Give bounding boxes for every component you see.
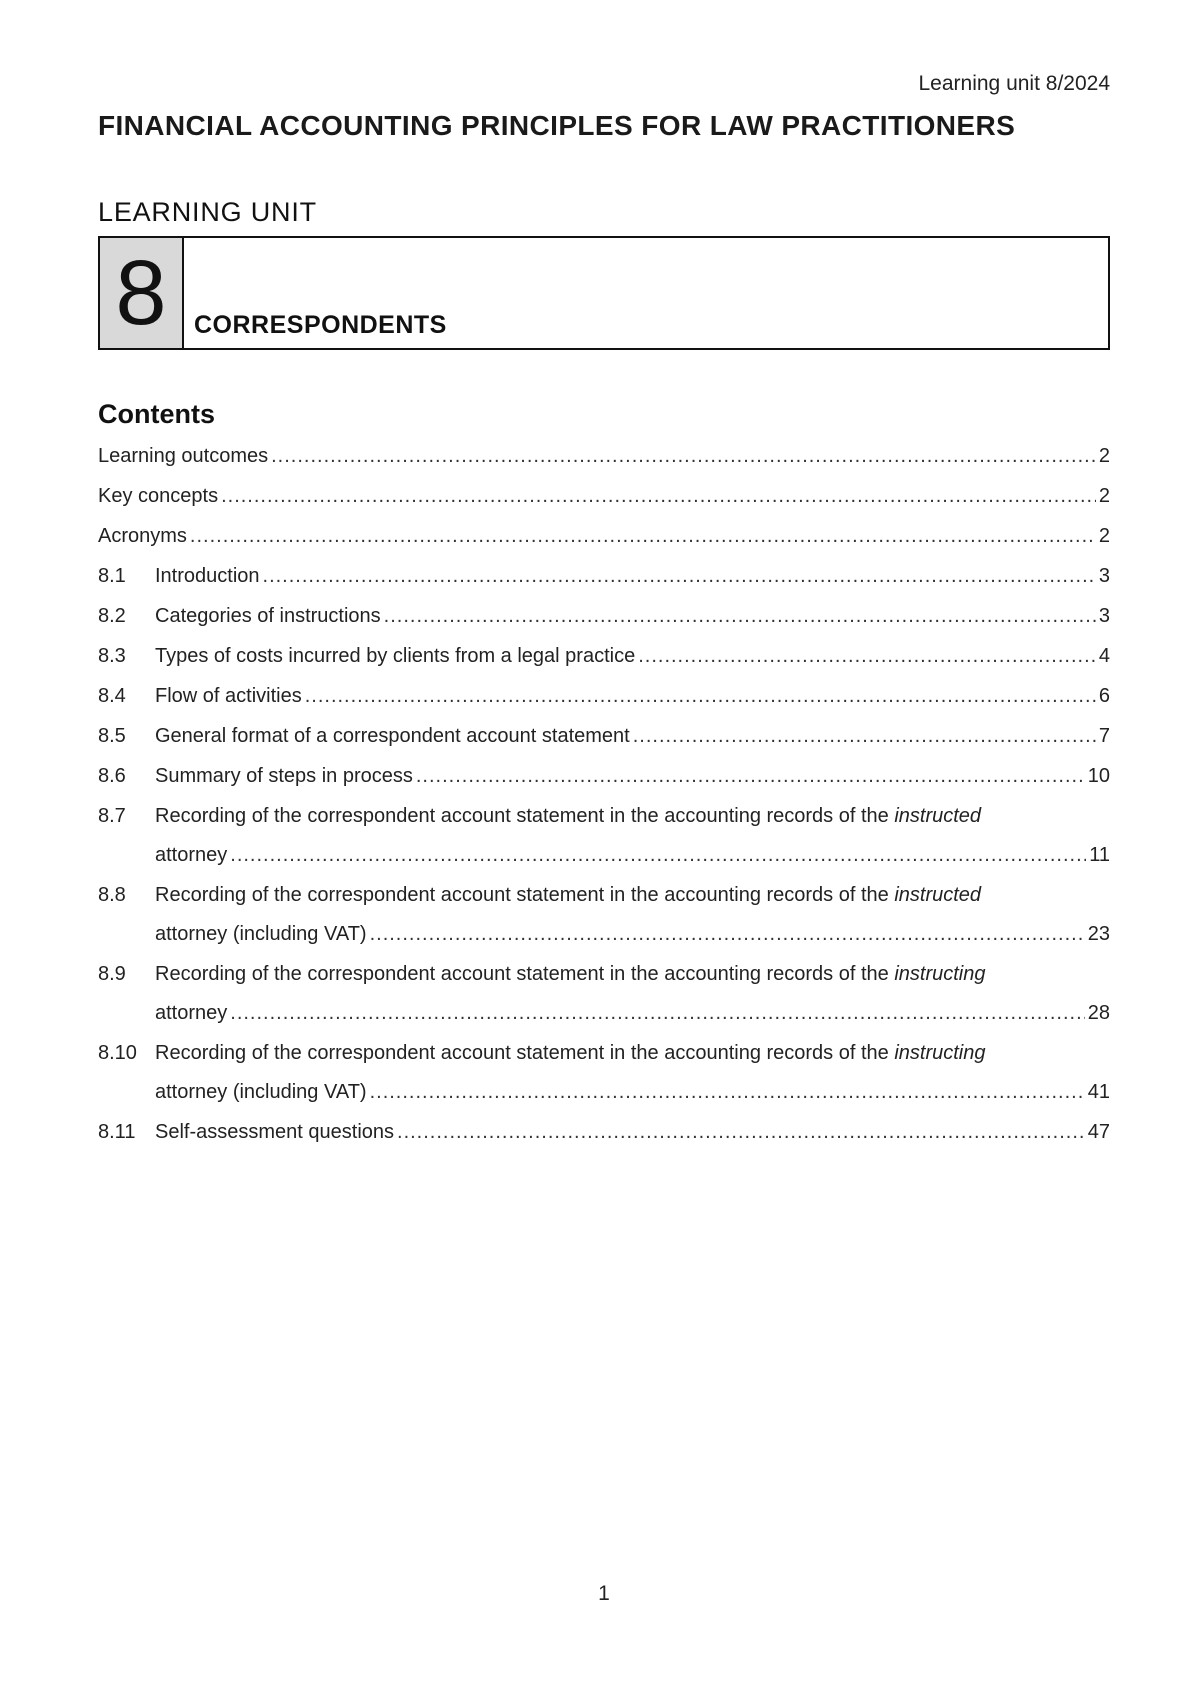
- toc-entry-text: Recording of the correspondent account statement in the accounting records of the: [155, 884, 895, 906]
- toc-line: [155, 642, 1110, 670]
- toc-page-number: 7: [1098, 725, 1110, 747]
- course-title: FINANCIAL ACCOUNTING PRINCIPLES FOR LAW PRACTITIONERS: [98, 110, 1016, 141]
- toc-dot-leader: [221, 482, 1096, 510]
- toc-entry-body: [155, 802, 1110, 869]
- toc-entry-title: [155, 682, 302, 710]
- toc-page-number: 2: [1098, 525, 1110, 547]
- toc-entry-title: [155, 960, 986, 988]
- toc-page-number: 3: [1098, 565, 1110, 587]
- toc-entry-text: Categories of instructions: [155, 605, 381, 627]
- toc-entry-body: [155, 722, 1110, 750]
- toc-entry-text: Acronyms: [98, 525, 187, 547]
- toc-entry-text: Key concepts: [98, 485, 219, 507]
- toc-dot-leader: [271, 442, 1096, 470]
- toc-entry-text: Introduction: [155, 565, 260, 587]
- toc-entry-body: [155, 960, 1110, 1027]
- toc-dot-leader: [263, 562, 1096, 590]
- toc-entry-title: [98, 522, 187, 550]
- toc-line: [98, 522, 1110, 550]
- toc-entry-title: [155, 722, 630, 750]
- toc-entry-title: [155, 802, 981, 830]
- toc-line: [155, 762, 1110, 790]
- toc-dot-leader: [305, 682, 1096, 710]
- toc-entry[interactable]: [98, 1039, 1110, 1106]
- toc-entry-title: [155, 1078, 367, 1106]
- toc-entry-text: Self-assessment questions: [155, 1121, 395, 1143]
- toc-page-number: 4: [1098, 645, 1110, 667]
- toc-dot-leader: [370, 1078, 1085, 1106]
- toc-entry[interactable]: [98, 562, 1110, 590]
- toc-entry[interactable]: [98, 642, 1110, 670]
- toc-entry[interactable]: [98, 881, 1110, 948]
- toc-entry-body: [155, 602, 1110, 630]
- toc-section-number: 8.7: [98, 805, 126, 827]
- toc-entry[interactable]: [98, 960, 1110, 1027]
- toc-entry-text: attorney (including VAT): [155, 1081, 367, 1103]
- toc-entry-emphasis: instructed: [894, 884, 982, 906]
- toc-page-number: 2: [1098, 485, 1110, 507]
- toc-entry-text: Recording of the correspondent account statement in the accounting records of the: [155, 963, 895, 985]
- toc-line: [155, 682, 1110, 710]
- unit-reference: Learning unit 8/2024: [918, 72, 1110, 95]
- toc-dot-leader: [230, 841, 1086, 869]
- unit-name-cell: [184, 238, 1108, 348]
- toc-dot-leader: [370, 920, 1085, 948]
- toc-page-number: 10: [1087, 765, 1110, 787]
- toc-line: [155, 1118, 1110, 1146]
- toc-entry-title: [155, 999, 227, 1027]
- unit-title: CORRESPONDENTS: [194, 311, 447, 339]
- toc-entry-text: General format of a correspondent account statement: [155, 725, 630, 747]
- toc-section-number: 8.4: [98, 685, 126, 707]
- toc-entry-text: Types of costs incurred by clients from a legal practice: [155, 645, 636, 667]
- toc-entry[interactable]: [98, 762, 1110, 790]
- document-page: [98, 0, 1110, 1696]
- toc-entry[interactable]: [98, 482, 1110, 510]
- toc-entry-body: [98, 522, 1110, 550]
- toc-entry-title: [155, 920, 367, 948]
- toc-entry-body: [155, 642, 1110, 670]
- toc-entry-body: [155, 1039, 1110, 1106]
- toc-entry-text: Flow of activities: [155, 685, 302, 707]
- toc-line: [98, 482, 1110, 510]
- toc-entry-title: [98, 442, 268, 470]
- toc-entry-text: Recording of the correspondent account statement in the accounting records of the: [155, 1042, 895, 1064]
- toc-entry-emphasis: instructing: [894, 963, 986, 985]
- toc-entry-text: attorney: [155, 844, 228, 866]
- toc-page-number: 3: [1098, 605, 1110, 627]
- toc-entry[interactable]: [98, 1118, 1110, 1146]
- toc-section-number: 8.5: [98, 725, 126, 747]
- toc-page-number: 41: [1087, 1081, 1110, 1103]
- toc-entry-body: [98, 442, 1110, 470]
- toc-entry-body: [155, 1118, 1110, 1146]
- toc-line: [155, 881, 1110, 909]
- toc-entry[interactable]: [98, 442, 1110, 470]
- toc-entry-title: [155, 642, 635, 670]
- toc-line: [155, 1078, 1110, 1106]
- toc-entry-text: attorney (including VAT): [155, 923, 367, 945]
- toc-section-number: 8.8: [98, 884, 126, 906]
- toc-entry[interactable]: [98, 722, 1110, 750]
- toc-dot-leader: [633, 722, 1096, 750]
- toc-page-number: 23: [1087, 923, 1110, 945]
- toc-line: [155, 802, 1110, 830]
- learning-unit-label: LEARNING UNIT: [98, 197, 317, 227]
- toc-entry-title: [155, 1039, 986, 1067]
- toc-section-number: 8.1: [98, 565, 126, 587]
- toc-page-number: 6: [1098, 685, 1110, 707]
- toc-entry-body: [155, 562, 1110, 590]
- toc-line: [155, 999, 1110, 1027]
- toc-entry-title: [155, 1118, 394, 1146]
- toc-entry-title: [155, 841, 227, 869]
- toc-entry-body: [155, 762, 1110, 790]
- toc-entry[interactable]: [98, 802, 1110, 869]
- toc-dot-leader: [384, 602, 1096, 630]
- toc-entry-text: Summary of steps in process: [155, 765, 413, 787]
- unit-title-box: [98, 236, 1110, 350]
- toc-entry[interactable]: [98, 602, 1110, 630]
- toc-dot-leader: [416, 762, 1085, 790]
- toc-entry-body: [98, 482, 1110, 510]
- toc-page-number: 28: [1087, 1002, 1110, 1024]
- toc-entry-emphasis: instructing: [894, 1042, 986, 1064]
- toc-dot-leader: [190, 522, 1096, 550]
- toc-page-number: 11: [1089, 844, 1110, 866]
- toc-entry-text: Learning outcomes: [98, 445, 269, 467]
- toc-entry[interactable]: [98, 682, 1110, 710]
- toc-entry-title: [155, 562, 260, 590]
- toc-line: [155, 562, 1110, 590]
- toc-entry-body: [155, 881, 1110, 948]
- toc-line: [155, 920, 1110, 948]
- toc-entry-title: [155, 881, 981, 909]
- toc-entry-title: [98, 482, 218, 510]
- toc-entry-emphasis: instructed: [894, 805, 982, 827]
- toc-dot-leader: [638, 642, 1096, 670]
- table-of-contents: [98, 442, 1110, 1158]
- toc-section-number: 8.6: [98, 765, 126, 787]
- toc-line: [155, 1039, 1110, 1067]
- page-number: 1: [598, 1582, 610, 1605]
- toc-line: [155, 722, 1110, 750]
- toc-section-number: 8.11: [98, 1121, 136, 1143]
- toc-entry-text: Recording of the correspondent account statement in the accounting records of the: [155, 805, 895, 827]
- toc-line: [98, 442, 1110, 470]
- toc-entry-text: attorney: [155, 1002, 228, 1024]
- toc-section-number: 8.3: [98, 645, 126, 667]
- toc-section-number: 8.10: [98, 1042, 137, 1064]
- toc-entry[interactable]: [98, 522, 1110, 550]
- toc-dot-leader: [230, 999, 1084, 1027]
- contents-heading: Contents: [98, 399, 215, 429]
- toc-section-number: 8.2: [98, 605, 126, 627]
- toc-section-number: 8.9: [98, 963, 126, 985]
- toc-page-number: 47: [1087, 1121, 1110, 1143]
- toc-entry-body: [155, 682, 1110, 710]
- toc-entry-title: [155, 602, 381, 630]
- toc-line: [155, 602, 1110, 630]
- toc-page-number: 2: [1098, 445, 1110, 467]
- toc-entry-title: [155, 762, 413, 790]
- unit-number: 8: [100, 238, 184, 348]
- toc-dot-leader: [397, 1118, 1085, 1146]
- toc-line: [155, 841, 1110, 869]
- toc-line: [155, 960, 1110, 988]
